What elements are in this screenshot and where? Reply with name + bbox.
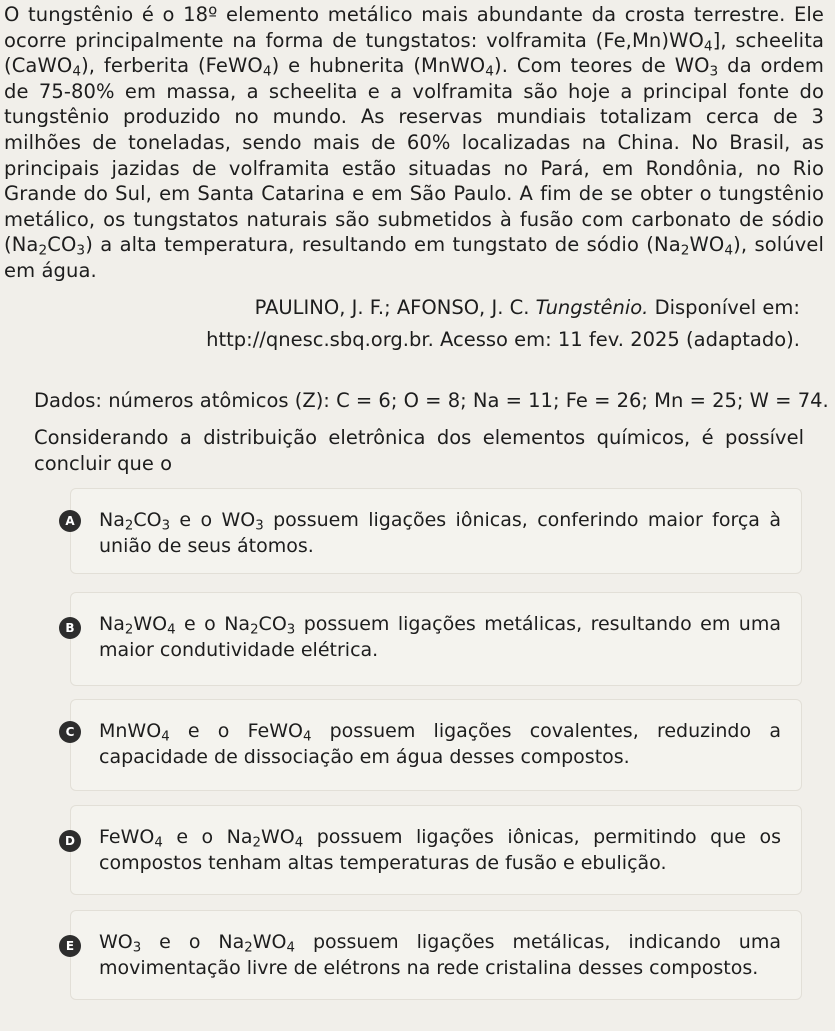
question-stem: Considerando a distribuição eletrônica dos elementos químicos, é possível concluir que o xyxy=(34,426,804,475)
source-url: http://qnesc.sbq.org.br. Acesso em: 11 fev. 2025 (adaptado). xyxy=(206,328,800,351)
source-authors: PAULINO, J. F.; AFONSO, J. C. xyxy=(254,296,530,319)
source-title: Tungstênio. xyxy=(535,296,649,319)
alternative-a[interactable] xyxy=(65,488,802,574)
atomic-numbers-data: Dados: números atômicos (Z): C = 6; O = 8; Na = 11; Fe = 26; Mn = 25; W = 74. xyxy=(34,389,829,412)
letter-d-badge: D xyxy=(59,830,81,852)
letter-a-badge: A xyxy=(59,510,81,532)
alternative-b-text: $Na_2WO_4$ e o $Na_2CO_3$ possuem ligações metálicas, resultando em uma maior condutividade elétrica. xyxy=(99,613,781,661)
letter-b-badge: B xyxy=(59,617,81,639)
alternative-c-text: MnWO$_4$ e o FeWO$_4$ possuem ligações covalentes, reduzindo a capacidade de dissociação em água desses compostos. xyxy=(99,720,781,768)
passage-paragraph: O tungstênio é o 18º elemento metálico mais abundante da crosta terrestre. Ele ocorre principalmente na forma de tungstatos: volframita $(Fe,Mn)WO_4$], scheelita (CaWO$_4$), ferberita (FeWO$_4$) e hubnerita (MnWO$_4$). Com teores de $WO_3$ da ordem de 75-80% em massa, a scheelita e a volframita são hoje a principal fonte do tungstênio produzido no mundo. As reservas mundiais totalizam cerca de 3 milhões de toneladas, sendo mais de 60% localizadas na China. No Brasil, as principais jazidas de volframita estão situadas no Pará, em Rondônia, no Rio Grande do Sul, em Santa Catarina e em São Paulo. A fim de se obter o tungstênio metálico, os tungstatos naturais são submetidos à fusão com carbonato de sódio $(Na_2CO_3)$ a alta temperatura, resultando em tungstato de sódio $(Na_2WO_4)$, solúvel em água. xyxy=(4,3,824,282)
alternative-c[interactable] xyxy=(65,699,802,791)
alternative-e-text: $WO_3$ e o $Na_2WO_4$ possuem ligações metálicas, indicando uma movimentação livre de elétrons na rede cristalina desses compostos. xyxy=(99,931,781,979)
source-citation xyxy=(200,292,800,356)
alternative-b[interactable] xyxy=(65,592,802,686)
letter-c-badge: C xyxy=(59,721,81,743)
source-availability: Disponível em: xyxy=(654,296,800,319)
alternative-d-text: FeWO$_4$ e o $Na_2WO_4$ possuem ligações iônicas, permitindo que os compostos tenham altas temperaturas de fusão e ebulição. xyxy=(99,826,782,874)
letter-e-badge: E xyxy=(59,935,81,957)
alternative-d[interactable] xyxy=(65,805,802,895)
alternative-e[interactable] xyxy=(65,910,802,1000)
passage xyxy=(4,2,824,284)
alternative-a-text: $Na_2CO_3$ e o $WO_3$ possuem ligações iônicas, conferindo maior força à união de seus átomos. xyxy=(99,509,781,557)
